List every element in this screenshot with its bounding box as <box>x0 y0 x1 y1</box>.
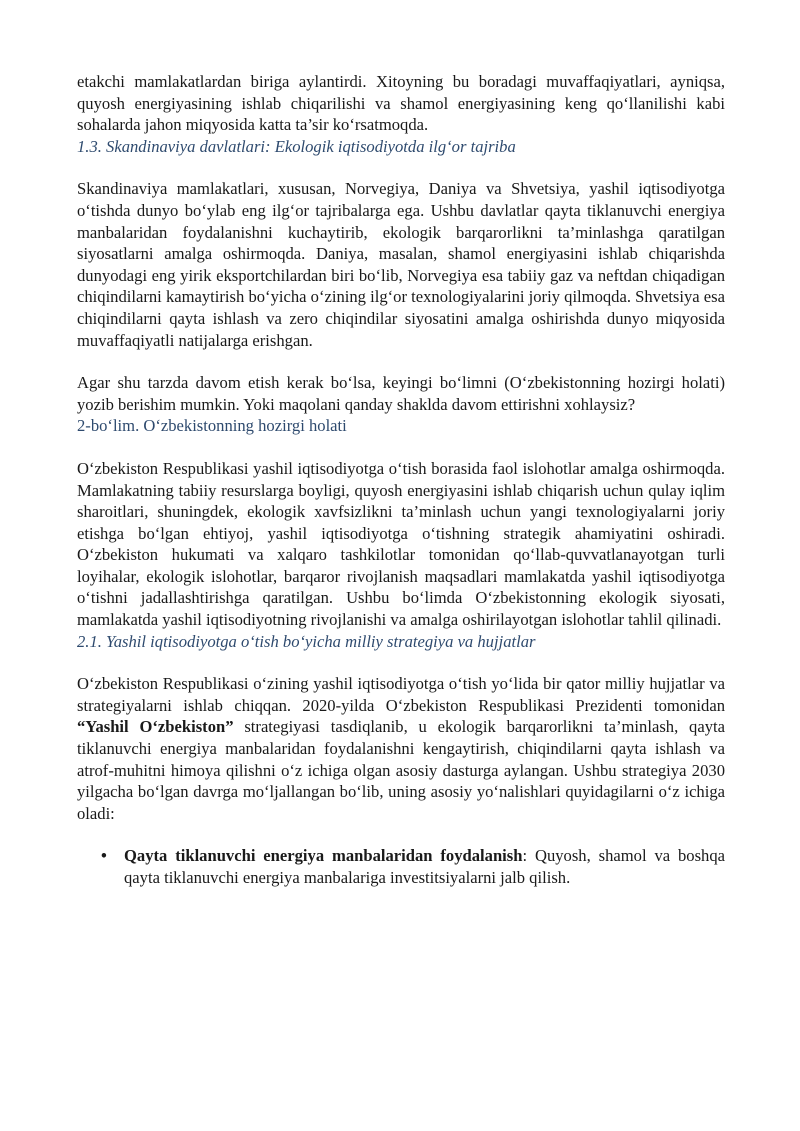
bullet-title: Qayta tiklanuvchi energiya manbalaridan foydalanish <box>124 846 523 866</box>
paragraph-uzbekistan-overview: O‘zbekiston Respublikasi yashil iqtisodiyotga o‘tish borasida faol islohotlar amalga oshirmoqda. Mamlakatning tabiiy resurslarga boyligi, quyosh energiyasini ishlab chiqarish uchun qulay iqlim sharoitlari, shuningdek, ekologik xavfsizlikni ta’minlash uchun yangi texnologiyalarni joriy etishga bo‘lgan ehtiyoj, yashil iqtisodiyotga o‘tishning strategik ahamiyatini oshiradi. O‘zbekiston hukumati va xalqaro tashkilotlar tomonidan qo‘llab-quvvatlanayotgan turli loyihalar, ekologik islohotlar, barqaror rivojlanish maqsadlari mamlakatda yashil iqtisodiyotga o‘tishni jadallashtirishga qaratilgan. Ushbu bo‘limda O‘zbekistonning ekologik siyosati, mamlakatda yashil iqtisodiyotning rivojlanishi va amalga oshirilayotgan islohotlar tahlil qilinadi. <box>77 458 725 630</box>
paragraph-scandinavia: Skandinaviya mamlakatlari, xususan, Norvegiya, Daniya va Shvetsiya, yashil iqtisodiyotga o‘tishda dunyo bo‘ylab eng ilg‘or tajribalarga ega. Ushbu davlatlar qayta tiklanuvchi energiya manbalaridan foydalanishni kuchaytirib, ekologik barqarorlikni ta’minlashga qaratilgan siyosatlarni amalga oshirmoqda. Daniya, masalan, shamol energiyasini ishlab chiqarishda dunyodagi eng yirik eksportchilardan biri bo‘lib, Norvegiya esa tabiiy gaz va neftdan chiqadigan chiqindilarni kamaytirish bo‘yicha o‘zining ilg‘or texnologiyalarini joriy qilmoqda. Shvetsiya esa chiqindilarni qayta ishlash va zero chiqindilar siyosatini amalga oshirishda dunyo miqyosida muvaffaqiyatli natijalarga erishgan. <box>77 179 725 350</box>
strategy-bullet-list <box>77 845 725 888</box>
bullet-marker: • <box>101 846 107 866</box>
section-heading-2: 2-bo‘lim. O‘zbekistonning hozirgi holati <box>77 416 347 436</box>
list-item <box>77 845 725 888</box>
paragraph-national-strategy <box>77 673 725 824</box>
document-page <box>77 71 725 889</box>
strategy-text-part2: strategiyasi tasdiqlanib, u ekologik barqarorlikni ta’minlash, qayta tiklanuvchi energiya manbalaridan foydalanishni kengaytirish, chiqindilarni qayta ishlash va atrof-muhitni himoya qilishni o‘z ichiga olgan asosiy dasturga aylangan. Ushbu strategiya 2030 yilgacha bo‘lgan davrga mo‘ljallangan bo‘lib, uning asosiy yo‘nalishlari quyidagilarni o‘z ichiga oladi: <box>77 717 725 823</box>
paragraph-continuation-note: Agar shu tarzda davom etish kerak bo‘lsa, keyingi bo‘limni (O‘zbekistonning hozirgi holati) yozib berishim mumkin. Yoki maqolani qanday shaklda davom ettirishni xohlaysiz? <box>77 373 725 414</box>
paragraph-china-conclusion: etakchi mamlakatlardan biriga aylantirdi. Xitoyning bu boradagi muvaffaqiyatlari, ayniqsa, quyosh energiyasining ishlab chiqarilishi va shamol energiyasining keng qo‘llanilishi kabi sohalarda jahon miqyosida katta ta’sir ko‘rsatmoqda. <box>77 72 725 135</box>
bullet-text: : Quyosh, shamol va boshqa qayta tiklanuvchi energiya manbalariga investitsiyalarni jalb qilish. <box>124 846 725 887</box>
strategy-text-part1: O‘zbekiston Respublikasi o‘zining yashil iqtisodiyotga o‘tish yo‘lida bir qator milliy hujjatlar va strategiyalarni ishlab chiqqan. 2020-yilda O‘zbekiston Respublikasi Prezidenti tomonidan <box>77 674 725 715</box>
strategy-name-bold: “Yashil O‘zbekiston” <box>77 717 234 737</box>
section-heading-2-1: 2.1. Yashil iqtisodiyotga o‘tish bo‘yicha milliy strategiya va hujjatlar <box>77 631 536 651</box>
section-heading-1-3: 1.3. Skandinaviya davlatlari: Ekologik iqtisodiyotda ilg‘or tajriba <box>77 136 516 156</box>
